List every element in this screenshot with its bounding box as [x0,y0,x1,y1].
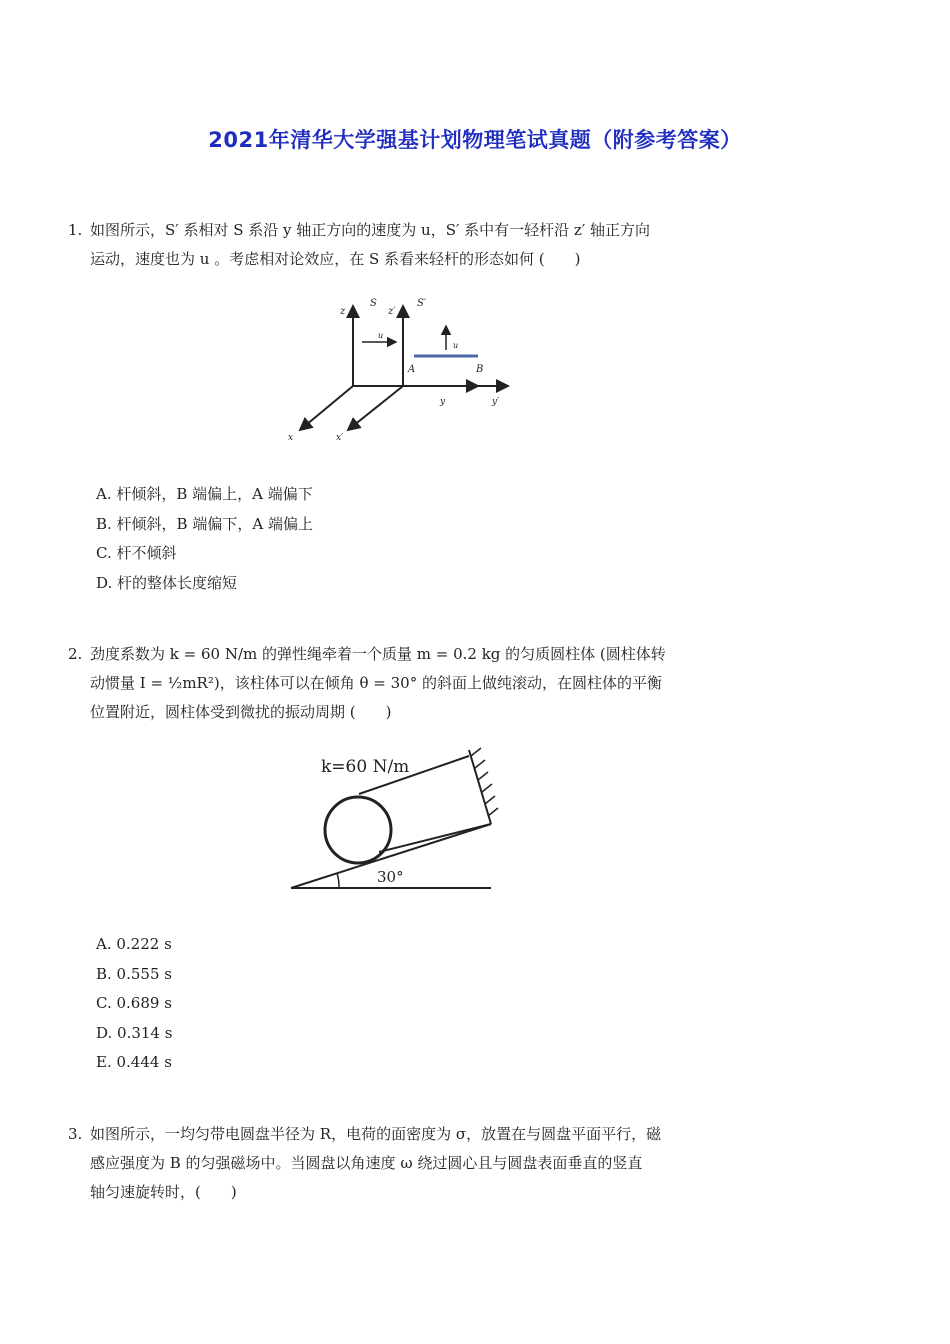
cylinder [325,797,391,863]
option-c: C. 0.689 s [96,994,172,1012]
question-2 [68,640,708,727]
label-y-prime: y′ [492,397,500,407]
label-z-prime: z′ [388,306,396,317]
question-number: 1. [68,221,83,239]
question-1 [68,216,708,274]
option-d: D. 杆的整体长度缩短 [96,573,238,592]
label-A: A [408,364,416,375]
question-text: 如图所示，S′ 系相对 S 系沿 y 轴正方向的速度为 u，S′ 系中有一轻杆沿 z′ 轴正方向 [90,221,650,239]
question-text: 轴匀速旋转时，( ) [90,1183,237,1201]
label-B: B [476,364,484,375]
question-text: 感应强度为 B 的匀强磁场中。当圆盘以角速度 ω 绕过圆心且与圆盘表面垂直的竖直 [90,1154,643,1172]
question-number: 3. [68,1125,83,1143]
question-text: 运动，速度也为 u 。考虑相对论效应，在 S 系看来轻杆的形态如何 ( ) [90,250,581,268]
label-u-rod: u [453,341,459,350]
spring-line-lower [379,824,491,852]
label-y: y [440,397,446,407]
spring-label: k=60 N/m [321,757,410,777]
wall-hatching [471,748,498,816]
question-text: 位置附近，圆柱体受到微扰的振动周期 ( ) [90,703,392,721]
option-b: B. 0.555 s [96,964,172,983]
question-2-options [96,930,172,1078]
angle-label: 30° [377,868,404,886]
page-title: 2021年清华大学强基计划物理笔试真题（附参考答案） [208,128,742,152]
option-a: A. 0.222 s [96,935,172,953]
label-S-prime: S′ [417,298,427,309]
reference-frames-figure [280,290,520,450]
x-prime-axis [348,386,403,430]
question-3 [68,1120,708,1207]
angle-arc [337,873,339,888]
label-u-arrow: u [378,331,384,340]
label-z: z [340,306,346,317]
label-x: x [288,433,294,443]
question-text: 劲度系数为 k = 60 N/m 的弹性绳牵着一个质量 m = 0.2 kg 的匀质圆柱体 (圆柱体转 [90,645,666,663]
question-text: 动惯量 I = ½mR²)，该柱体可以在倾角 θ = 30° 的斜面上做纯滚动，在圆柱体的平衡 [90,674,662,692]
question-text: 如图所示，一均匀带电圆盘半径为 R，电荷的面密度为 σ，放置在与圆盘平面平行，磁 [90,1125,662,1143]
question-number: 2. [68,645,83,663]
option-c: C. 杆不倾斜 [96,544,177,562]
label-S: S [370,298,377,309]
question-1-options [96,480,313,598]
label-x-prime: x′ [336,433,344,443]
inclined-plane-figure [285,740,515,900]
option-a: A. 杆倾斜，B 端偏上，A 端偏下 [96,485,313,503]
x-axis [300,386,353,430]
option-b: B. 杆倾斜，B 端偏下，A 端偏上 [96,514,313,533]
option-d: D. 0.314 s [96,1023,173,1042]
option-e: E. 0.444 s [96,1053,172,1071]
